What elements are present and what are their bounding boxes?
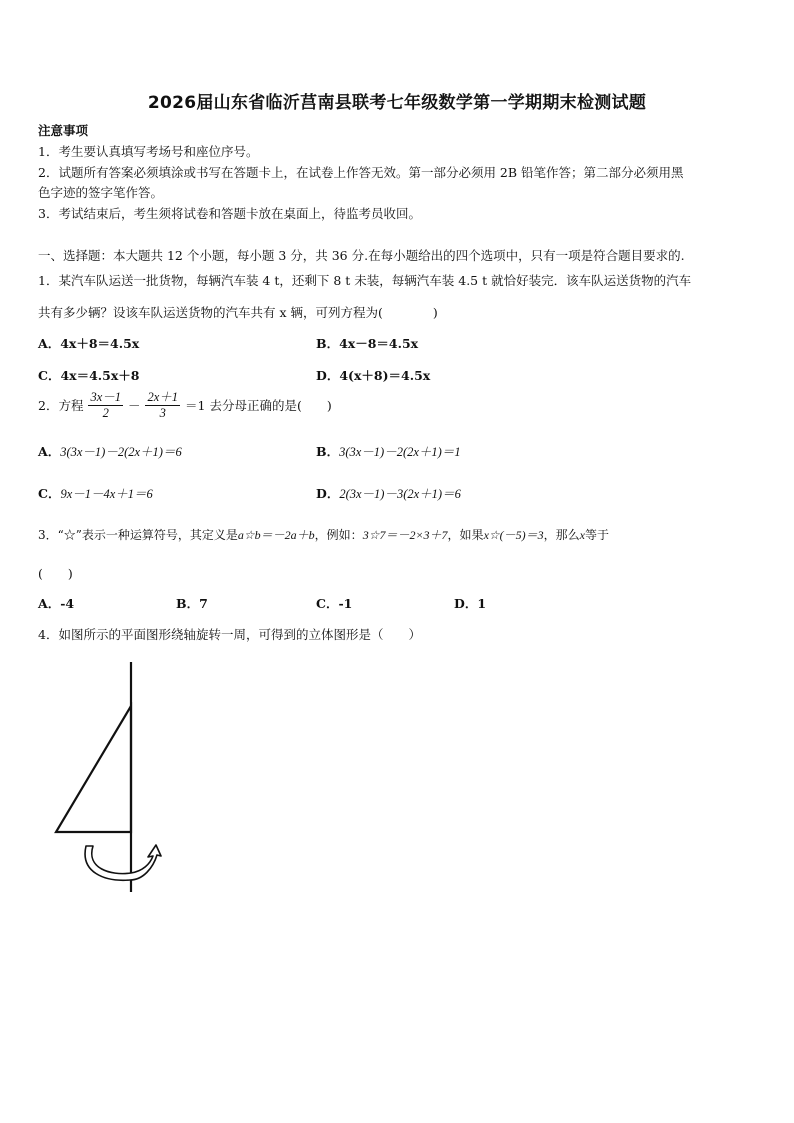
question-3-variable: x [579,528,585,542]
section-heading: 一、选择题：本大题共 12 个小题，每小题 3 分，共 36 分.在每小题给出的四个选项中，只有一项是符合题目要求的. [38,248,685,263]
option-expression: 3(3x－1)－2(2x＋1)＝6 [60,445,182,459]
question-1-line-1: 1．某汽车队运送一批货物，每辆汽车装 4 t，还剩下 8 t 未装，每辆汽车装 4.5 t 就恰好装完．该车队运送货物的汽车 [38,273,692,288]
question-1-option-d[interactable]: D．4(x＋8)＝4.5x [316,368,431,383]
option-letter: B． [316,444,340,459]
question-3-text: ，如果 [447,528,484,542]
question-2-suffix: 去分母正确的是( ) [209,398,332,413]
right-triangle [56,706,131,832]
question-2-equals: ＝1 [185,398,206,413]
fraction-denominator: 2 [102,406,109,420]
question-3-option-c[interactable]: C．-1 [316,596,353,611]
option-expression: 2(3x－1)－3(2x＋1)＝6 [339,487,461,501]
fraction-numerator: 3x－1 [90,390,121,404]
option-letter: C． [38,486,61,501]
question-3-example: 3☆7＝－2×3＋7 [362,528,448,542]
page-title: 2026届山东省临沂莒南县联考七年级数学第一学期期末检测试题 [147,93,647,113]
notice-heading: 注意事项 [38,123,89,138]
notice-item: 色字迹的签字笔作答。 [38,185,164,200]
notice-item: 3．考试结束后，考生须将试卷和答题卡放在桌面上，待监考员收回。 [38,206,421,221]
question-3-text: ，那么 [543,528,580,542]
notice-item: 1．考生要认真填写考场号和座位序号。 [38,144,259,159]
option-letter: A． [38,444,61,459]
question-1-option-a[interactable]: A．4x＋8＝4.5x [38,336,140,351]
rotation-arrow-icon [85,845,161,880]
question-3-text: 3．“☆”表示一种运算符号，其定义是 [38,528,238,542]
question-3-option-b[interactable]: B．7 [176,596,208,611]
option-expression: 9x－1－4x＋1＝6 [60,487,153,501]
question-3-paren: ( ) [38,566,73,581]
question-2-minus: － [127,398,141,413]
fraction-denominator: 3 [159,406,166,420]
question-2-prefix: 2．方程 [38,398,84,413]
option-expression: 3(3x－1)－2(2x＋1)＝1 [339,445,461,459]
question-4-stem: 4．如图所示的平面图形绕轴旋转一周，可得到的立体图形是（ ） [38,627,421,642]
question-3-option-a[interactable]: A．-4 [38,596,75,611]
question-3-text: ，例如： [314,528,363,542]
fraction-numerator: 2x＋1 [147,390,179,404]
question-3-text: 等于 [584,528,609,542]
question-1-option-b[interactable]: B．4x－8＝4.5x [316,336,419,351]
question-1-option-c[interactable]: C．4x＝4.5x＋8 [38,368,140,383]
question-3-condition: x☆(－5)＝3 [483,528,544,542]
option-letter: D． [316,486,340,501]
notice-item: 2．试题所有答案必须填涂或书写在答题卡上，在试卷上作答无效。第一部分必须用 2B 铅笔作答；第二部分必须用黑 [38,165,684,180]
question-3-definition: a☆b＝－2a＋b [237,528,315,542]
question-3-option-d[interactable]: D．1 [454,596,487,611]
question-1-line-2: 共有多少辆？设该车队运送货物的汽车共有 x 辆，可列方程为( ) [38,305,438,320]
